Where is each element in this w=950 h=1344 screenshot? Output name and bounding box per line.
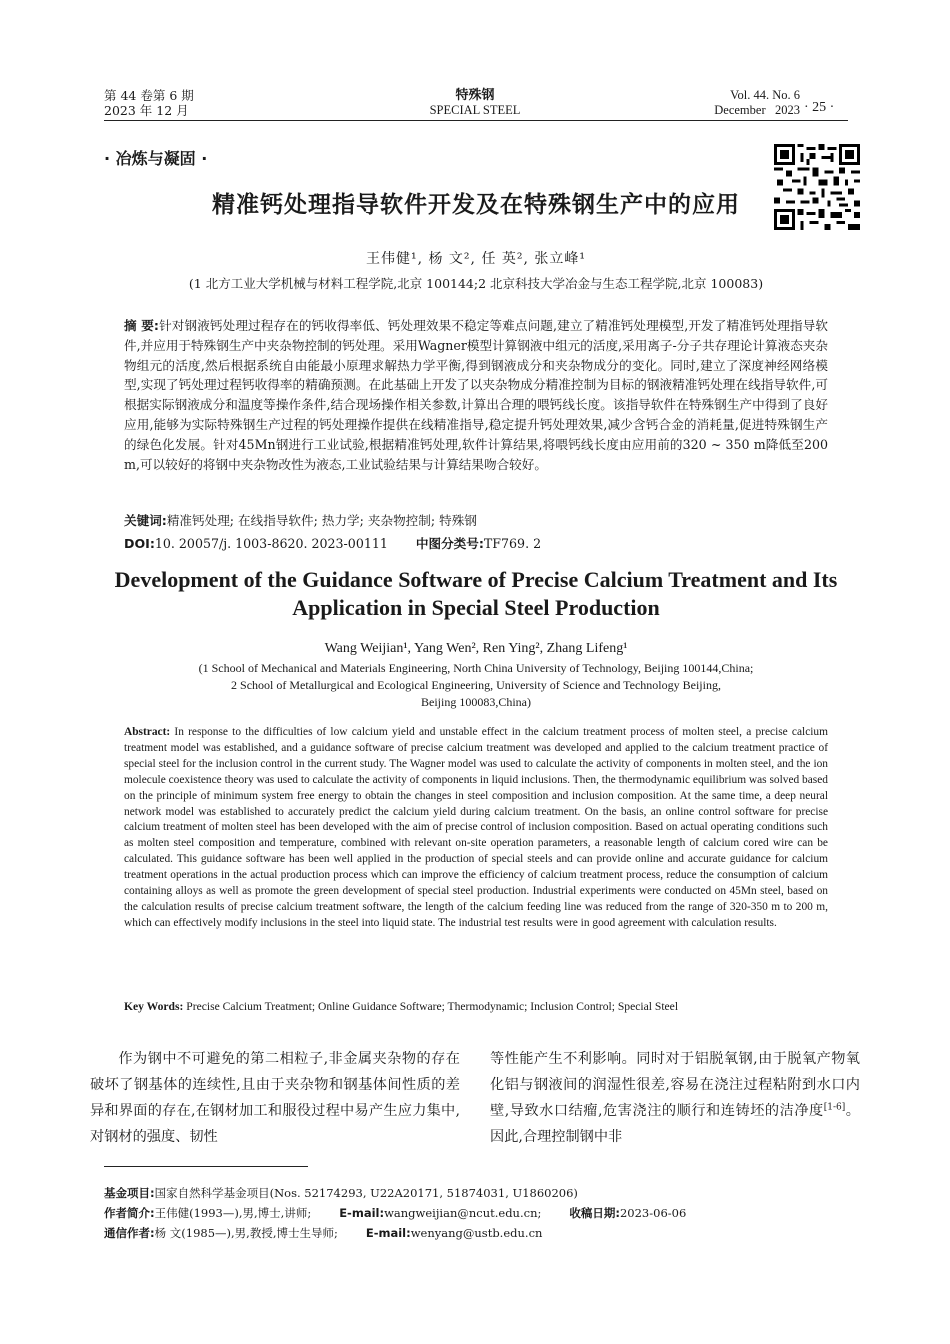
keywords-zh-text: 精准钙处理; 在线指导软件; 热力学; 夹杂物控制; 特殊钢 bbox=[166, 513, 477, 528]
affiliation-en-line: 2 School of Metallurgical and Ecological Engineering, University of Science and Technology Beijing, bbox=[231, 678, 721, 692]
corresponding-email: wenyang@ustb.edu.cn bbox=[410, 1226, 543, 1240]
affiliation-zh: (1 北方工业大学机械与材料工程学院,北京 100144;2 北京科技大学冶金与生态工程学院,北京 100083) bbox=[188, 276, 764, 291]
keywords-zh-label: 关键词: bbox=[124, 513, 167, 528]
author-email: wangweijian@ncut.edu.cn; bbox=[384, 1206, 542, 1220]
body-right-text-end: 。因此,合理控制钢中非 bbox=[490, 1103, 860, 1145]
authors-en: Wang Weijian¹, Yang Wen², Ren Ying², Zhang Lifeng¹ bbox=[324, 641, 628, 656]
body-right-text: 等性能产生不利影响。同时对于铝脱氧钢,由于脱氧产物氧化铝与钢液间的润湿性很差,容易在浇注过程粘附到水口内壁,导致水口结瘤,危害浇注的顺行和连铸坯的洁净度 bbox=[490, 1051, 860, 1119]
author-text: 王伟健(1993—),男,博士,讲师; bbox=[154, 1206, 312, 1220]
issue-date-zh: 2023 年 12 月 bbox=[104, 103, 189, 118]
classification-label: 中图分类号: bbox=[415, 536, 484, 551]
journal-name-en: SPECIAL STEEL bbox=[429, 103, 521, 117]
footnote-fund bbox=[104, 1185, 864, 1201]
issue-date-en: December 2023 bbox=[714, 103, 800, 117]
classification-value: TF769. 2 bbox=[483, 536, 542, 551]
fund-label: 基金项目: bbox=[104, 1186, 155, 1200]
doi-line bbox=[124, 535, 828, 553]
affiliation-en bbox=[104, 660, 848, 711]
doi-value: 10. 20057/j. 1003-8620. 2023-00111 bbox=[154, 536, 388, 551]
keywords-zh bbox=[124, 512, 828, 530]
affiliation-en-line: (1 School of Mechanical and Materials Engineering, North China University of Technology, Beijing 100144,China; bbox=[198, 661, 754, 675]
received-label: 收稿日期: bbox=[569, 1206, 620, 1220]
abstract-en-text: In response to the difficulties of low calcium yield and unstable effect in the calcium treatment process of molten steel, a precise calcium treatment model was established, and a guidance software of precise calcium treatment was developed and applied to the calcium treatment practice of special steel for the inclusion control in the current study. The Wagner model was used to calculate the activity of components in molten steel, and the ion molecule coexistence theory was used to calculate the activity of components in liquid inclusions. Then, the thermodynamic equilibrium was solved based on the principle of minimum system free energy to obtain the changes in steel composition and inclusion composition. At the same time, a deep neural network model was established to accurately predict the calcium yield during calcium treatment. On the basis, an online control software for precise calcium treatment of molten steel has been developed with the aim of precise control of inclusion composition. Based on actual operating conditions such as molten steel composition and temperature, combined with relevant on-site operation parameters, a reasonable length of calcium cored wire can be calculated. This guidance software has been well applied in the production of special steels and can provide online and accurate guidance for calcium treatment operations in the actual production process which can improve the efficiency of calcium treatment process, reduce the consumption of calcium containing alloys as well as promote the green development of special steel production. Industrial experiments were conducted on 45Mn steel, based on the calculation results of precise calcium treatment software, the length of the calcium feeding line was reduced from the range of 320-350 m to 200 m, which can effectively modify inclusions in the steel into liquid state. The industrial test results were in good agreement with calculation results. bbox=[124, 726, 828, 929]
journal-name-zh: 特殊钢 bbox=[455, 88, 495, 103]
footnote-author bbox=[104, 1205, 864, 1221]
author-label: 作者简介: bbox=[104, 1206, 155, 1220]
journal-name bbox=[360, 88, 590, 118]
journal-volume-issue bbox=[104, 88, 194, 118]
abstract-zh-label: 摘 要: bbox=[124, 318, 159, 333]
keywords-en bbox=[124, 999, 828, 1015]
author-email-label: E-mail: bbox=[339, 1206, 385, 1220]
title-zh: 精准钙处理指导软件开发及在特殊钢生产中的应用 bbox=[212, 192, 740, 218]
affiliation-en-line: Beijing 100083,China) bbox=[421, 695, 531, 709]
corresponding-email-label: E-mail: bbox=[365, 1226, 411, 1240]
keywords-en-label: Key Words: bbox=[124, 1000, 184, 1013]
citation: [1-6] bbox=[823, 1102, 846, 1113]
fund-text: 国家自然科学基金项目(Nos. 52174293, U22A20171, 51874031, U1860206) bbox=[154, 1186, 578, 1200]
abstract-zh bbox=[124, 316, 828, 474]
abstract-en-label: Abstract: bbox=[124, 726, 171, 738]
journal-volume-en bbox=[690, 88, 800, 118]
header-rule bbox=[104, 120, 848, 121]
volume-issue-en: Vol. 44. No. 6 bbox=[730, 88, 800, 102]
footnote-corresponding bbox=[104, 1225, 864, 1241]
footnote-rule bbox=[104, 1166, 308, 1167]
authors-zh: 王伟健¹, 杨 文², 任 英², 张立峰¹ bbox=[365, 251, 587, 267]
received-date: 2023-06-06 bbox=[619, 1206, 687, 1220]
corresponding-label: 通信作者: bbox=[104, 1226, 155, 1240]
abstract-en bbox=[124, 725, 828, 932]
volume-issue-zh: 第 44 卷第 6 期 bbox=[104, 88, 194, 103]
body-column-left: 作为钢中不可避免的第二相粒子,非金属夹杂物的存在破坏了钢基体的连续性,且由于夹杂物和钢基体间性质的差异和界面的存在,在钢材加工和服役过程中易产生应力集中,对钢材的强度、韧性 bbox=[90, 1051, 460, 1145]
page-number: · 25 · bbox=[804, 100, 835, 115]
doi-label: DOI: bbox=[124, 536, 155, 551]
section-label: · 冶炼与凝固 · bbox=[104, 149, 208, 168]
corresponding-text: 杨 文(1985—),男,教授,博士生导师; bbox=[154, 1226, 338, 1240]
body-column-right bbox=[490, 1046, 860, 1150]
keywords-en-text: Precise Calcium Treatment; Online Guidance Software; Thermodynamic; Inclusion Control; Special Steel bbox=[186, 1000, 679, 1013]
abstract-zh-text: 针对钢液钙处理过程存在的钙收得率低、钙处理效果不稳定等难点问题,建立了精准钙处理模型,开发了精准钙处理指导软件,并应用于特殊钢生产中夹杂物控制的钙处理。采用Wagner模型计算钢液中组元的活度,采用离子-分子共存理论计算液态夹杂物组元的活度,然后根据系统自由能最小原理求解热力学平衡,得到钢液成分和夹杂物成分的变化。同时,建立了深度神经网络模型,实现了钙处理过程钙收得率的精确预测。在此基础上开发了以夹杂物成分精准控制为目标的钢液精准钙处理在线指导软件,可根据实际钢液成分和温度等操作条件,结合现场操作相关参数,计算出合理的喂钙线长度。该指导软件在特殊钢生产中得到了良好应用,能够为实际特殊钢生产过程的钙处理操作提供在线精准指导,稳定提升钙处理效果,减少含钙合金的消耗量,促进特殊钢生产的绿色化发展。针对45Mn钢进行工业试验,根据精准钙处理,软件计算结果,将喂钙线长度由应用前的320 ~ 350 m降低至200 m,可以较好的将钢中夹杂物改性为液态,工业试验结果与计算结果吻合较好。 bbox=[124, 318, 828, 472]
title-en: Development of the Guidance Software of Precise Calcium Treatment and Its Application in Special Steel Production bbox=[114, 567, 838, 620]
